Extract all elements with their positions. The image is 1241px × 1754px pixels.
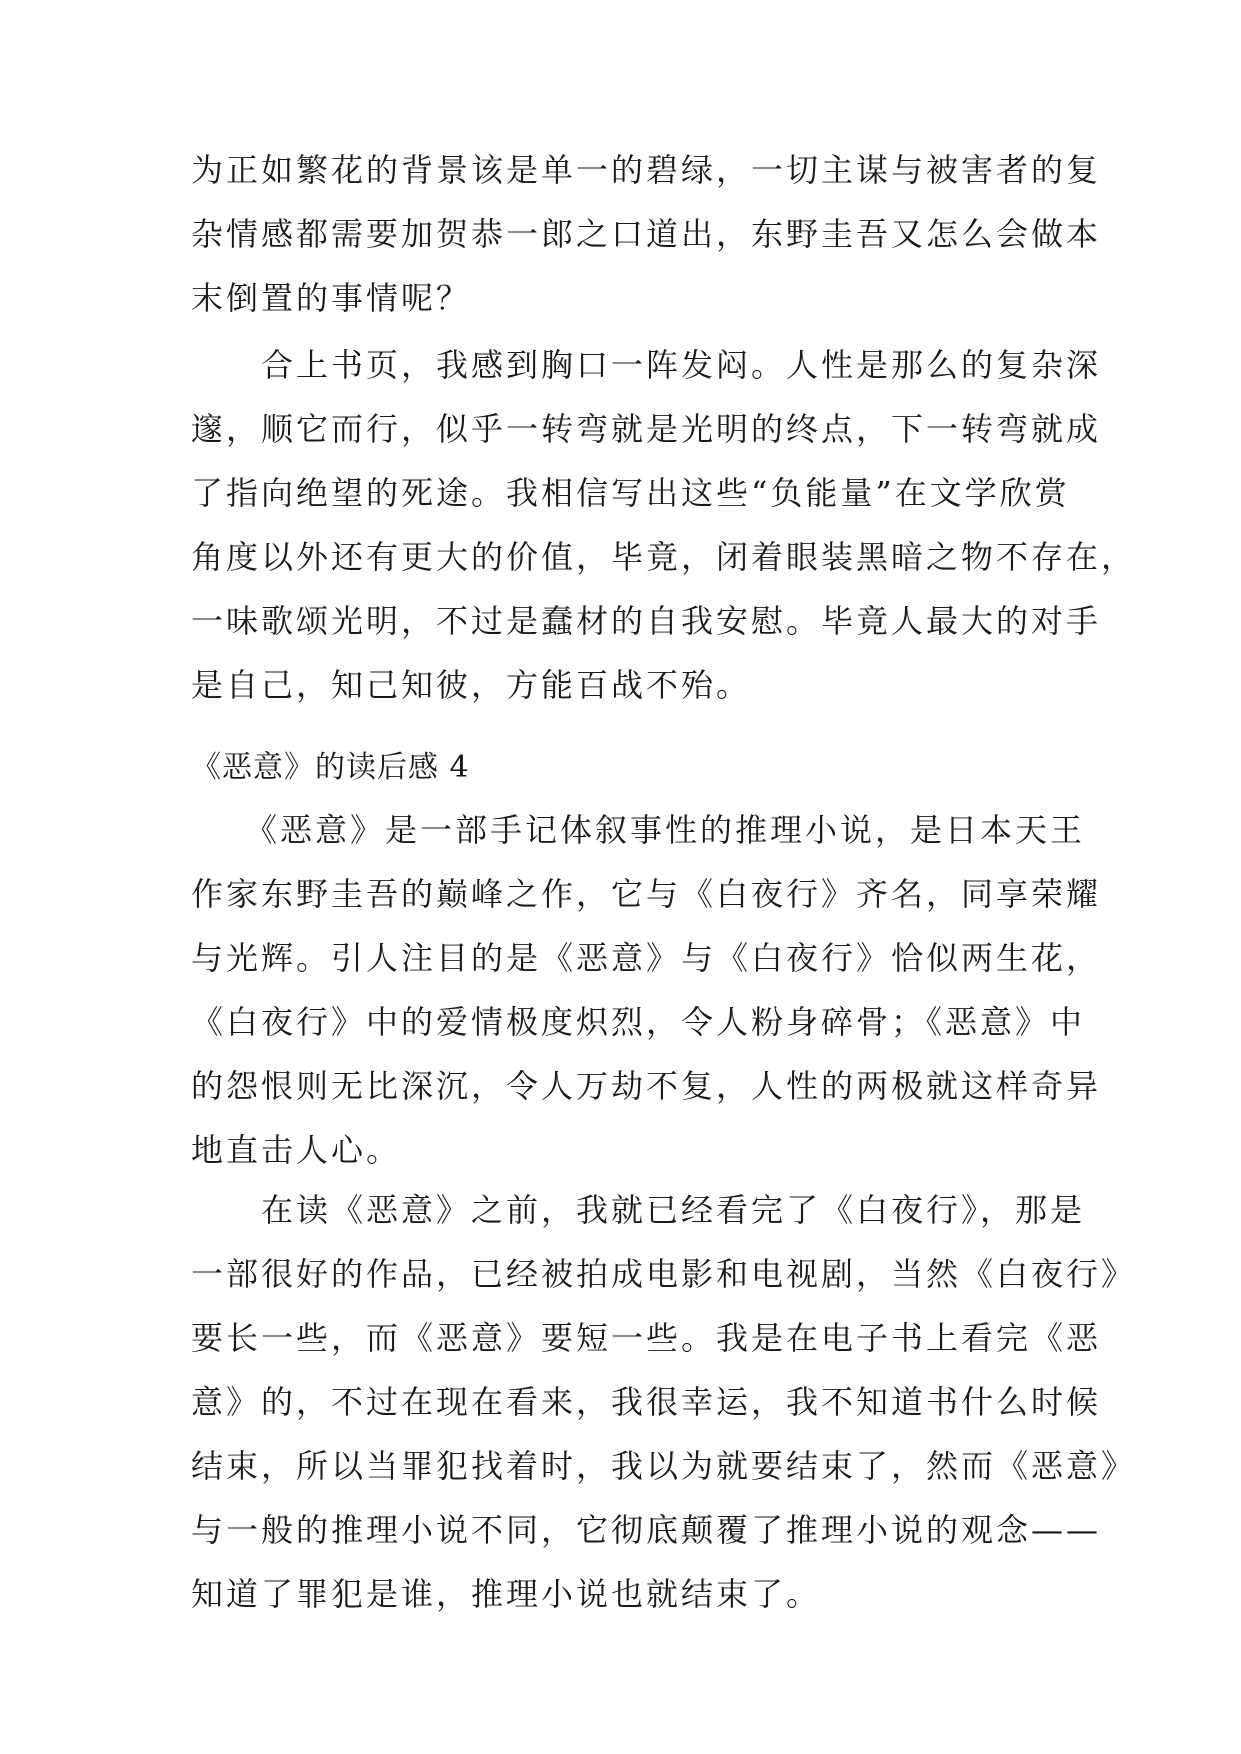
paragraph-line: 《白夜行》中的爱情极度炽烈，令人粉身碎骨；《恶意》中 — [191, 1003, 1086, 1041]
paragraph-line: 作家东野圭吾的巅峰之作，它与《白夜行》齐名，同享荣耀 — [191, 875, 1102, 913]
paragraph-line: 结束，所以当罪犯找着时，我以为就要结束了，然而《恶意》 — [191, 1447, 1137, 1485]
paragraph-line: 合上书页，我感到胸口一阵发闷。人性是那么的复杂深 — [191, 346, 1102, 384]
paragraph-line: 为正如繁花的背景该是单一的碧绿，一切主谋与被害者的复 — [191, 151, 1102, 189]
paragraph-line: 地直击人心。 — [191, 1131, 402, 1169]
paragraph-line: 意》的，不过在现在看来，我很幸运，我不知道书什么时候 — [191, 1383, 1102, 1421]
paragraph-2 — [191, 333, 1137, 717]
paragraph-line: 角度以外还有更大的价值，毕竟，闭着眼装黑暗之物不存在， — [191, 538, 1137, 576]
paragraph-line: 是自己，知己知彼，方能百战不殆。 — [191, 666, 752, 704]
paragraph-line: 杂情感都需要加贺恭一郎之口道出，东野圭吾又怎么会做本 — [191, 215, 1102, 253]
paragraph-line: 知道了罪犯是谁，推理小说也就结束了。 — [191, 1575, 822, 1613]
paragraph-line: 了指向绝望的死途。我相信写出这些“负能量”在文学欣赏 — [191, 474, 1070, 512]
paragraph-line: 的怨恨则无比深沉，令人万劫不复，人性的两极就这样奇异 — [191, 1067, 1102, 1105]
paragraph-line: 在读《恶意》之前，我就已经看完了《白夜行》，那是 — [191, 1191, 1086, 1229]
paragraph-3 — [191, 798, 1102, 1182]
paragraph-line: 邃，顺它而行，似乎一转弯就是光明的终点，下一转弯就成 — [191, 410, 1102, 448]
paragraph-1 — [191, 138, 1102, 330]
paragraph-line: 一部很好的作品，已经被拍成电影和电视剧，当然《白夜行》 — [191, 1255, 1137, 1293]
paragraph-line: 末倒置的事情呢？ — [191, 279, 472, 317]
paragraph-line: 与一般的推理小说不同，它彻底颠覆了推理小说的观念—— — [191, 1511, 1102, 1549]
paragraph-line: 一味歌颂光明，不过是蠢材的自我安慰。毕竟人最大的对手 — [191, 602, 1102, 640]
paragraph-line: 《恶意》是一部手记体叙事性的推理小说，是日本天王 — [191, 811, 1086, 849]
paragraph-4 — [191, 1178, 1137, 1626]
section-heading: 《恶意》的读后感 4 — [191, 750, 470, 785]
paragraph-line: 与光辉。引人注目的是《恶意》与《白夜行》恰似两生花， — [191, 939, 1102, 977]
paragraph-line: 要长一些，而《恶意》要短一些。我是在电子书上看完《恶 — [191, 1319, 1102, 1357]
